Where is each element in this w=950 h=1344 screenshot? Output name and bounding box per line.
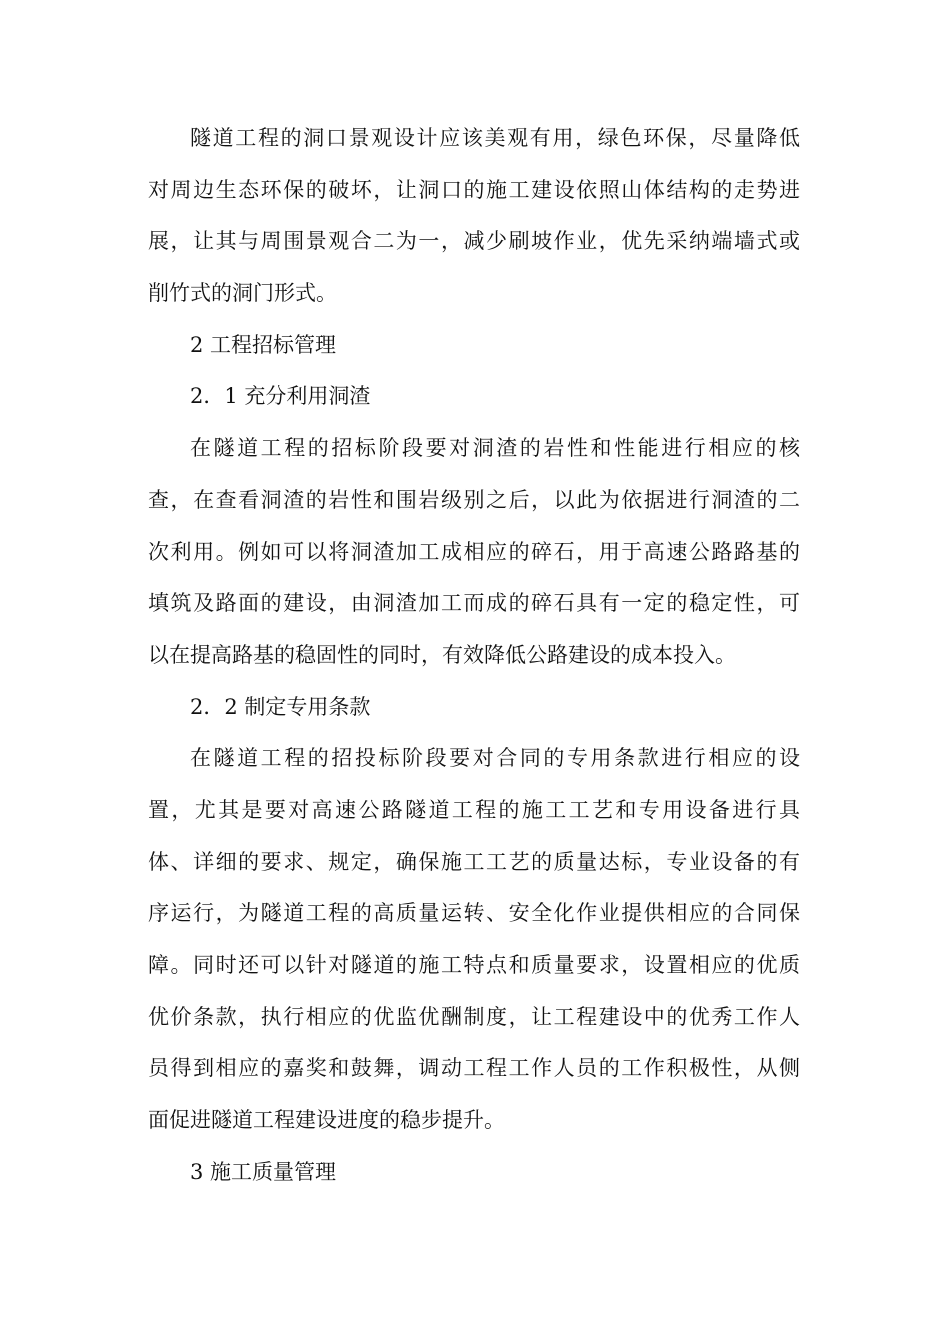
text-line: 查，在查看洞渣的岩性和围岩级别之后，以此为依据进行洞渣的二 (148, 487, 800, 512)
text-line: 削竹式的洞门形式。 (148, 281, 337, 306)
text-line: 隧道工程的洞口景观设计应该美观有用，绿色环保，尽量降低 (190, 126, 800, 150)
heading-text: 2．2 制定专用条款 (190, 694, 371, 719)
text-line: 次利用。例如可以将洞渣加工成相应的碎石，用于高速公路路基的 (148, 539, 800, 564)
text-line: 置，尤其是要对高速公路隧道工程的施工工艺和专用设备进行具 (148, 797, 800, 822)
text-line: 面促进隧道工程建设进度的稳步提升。 (148, 1108, 505, 1133)
subsection-heading-2-1 (148, 371, 800, 423)
text-line: 在隧道工程的招投标阶段要对合同的专用条款进行相应的设 (190, 746, 800, 771)
text-line: 填筑及路面的建设，由洞渣加工而成的碎石具有一定的稳定性，可 (148, 591, 800, 616)
text-line: 序运行，为隧道工程的高质量运转、安全化作业提供相应的合同保 (148, 901, 800, 926)
text-line: 员得到相应的嘉奖和鼓舞，调动工程工作人员的工作积极性，从侧 (148, 1056, 800, 1081)
heading-text: 2．1 充分利用洞渣 (190, 384, 371, 409)
text-line: 优价条款，执行相应的优监优酬制度，让工程建设中的优秀工作人 (148, 1004, 800, 1029)
text-line: 以在提高路基的稳固性的同时，有效降低公路建设的成本投入。 (148, 642, 736, 667)
text-line: 体、详细的要求、规定，确保施工工艺的质量达标，专业设备的有 (148, 849, 800, 874)
document-body (148, 113, 800, 1198)
paragraph-ballast-reuse (148, 423, 800, 681)
paragraph-special-clauses (148, 733, 800, 1147)
paragraph-portal-landscape (148, 113, 800, 320)
text-line: 展，让其与周围景观合二为一，减少刷坡作业，优先采纳端墙式或 (148, 229, 800, 254)
text-line: 对周边生态环保的破坏，让洞口的施工建设依照山体结构的走势进 (148, 177, 800, 202)
section-heading-3 (148, 1147, 800, 1199)
section-heading-2 (148, 320, 800, 372)
text-line: 在隧道工程的招标阶段要对洞渣的岩性和性能进行相应的核 (190, 436, 800, 461)
subsection-heading-2-2 (148, 682, 800, 734)
text-line: 障。同时还可以针对隧道的施工特点和质量要求，设置相应的优质 (148, 953, 800, 977)
heading-text: 3 施工质量管理 (190, 1159, 337, 1184)
heading-text: 2 工程招标管理 (190, 332, 337, 357)
